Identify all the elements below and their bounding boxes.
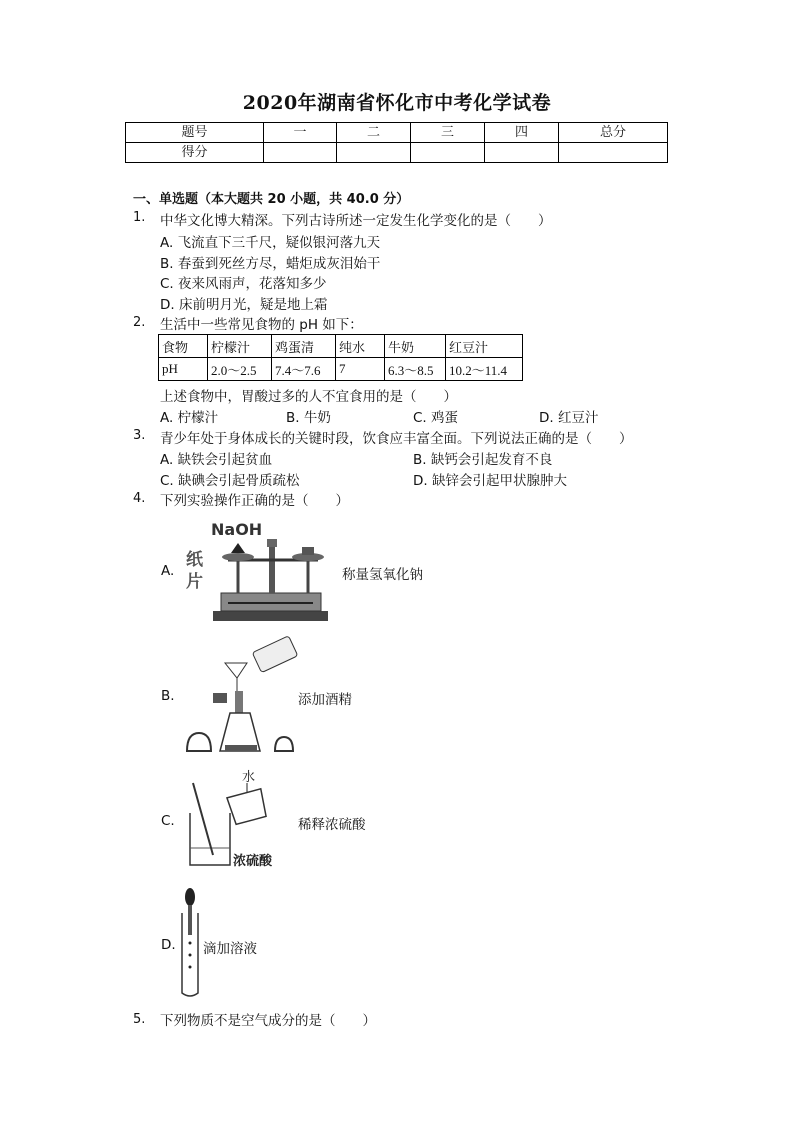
option-a-caption: 称量氢氧化钠 — [342, 567, 423, 583]
question-number: 4. — [133, 491, 146, 506]
section-heading: 一、单选题（本大题共 20 小题，共 40.0 分） — [133, 192, 410, 207]
question-number: 5. — [133, 1012, 146, 1027]
option-c-letter[interactable]: C. — [161, 813, 175, 829]
question-number: 2. — [133, 315, 146, 330]
option-b-caption: 添加酒精 — [298, 692, 352, 708]
acid-label: 浓硫酸 — [233, 854, 273, 869]
dilution-figure — [185, 763, 300, 873]
score-table-score-row — [126, 143, 668, 163]
score-header-cell: 三 — [411, 123, 485, 143]
score-cell[interactable] — [264, 143, 337, 163]
ph-cell: 6.3～8.5 — [385, 358, 446, 381]
option-c[interactable]: C. 缺碘会引起骨质疏松 — [160, 473, 300, 489]
score-table — [125, 122, 668, 163]
option-d-letter[interactable]: D. — [161, 937, 176, 953]
score-cell[interactable] — [411, 143, 485, 163]
option-c[interactable]: C. 鸡蛋 — [413, 410, 459, 426]
option-a[interactable]: A. 缺铁会引起贫血 — [160, 452, 273, 468]
option-a[interactable]: A. 飞流直下三千尺，疑似银河落九天 — [160, 235, 381, 251]
score-cell[interactable] — [559, 143, 668, 163]
water-label: 水 — [242, 770, 256, 785]
option-c[interactable]: C. 夜来风雨声，花落知多少 — [160, 276, 327, 292]
question-number: 1. — [133, 210, 146, 225]
question-text: 上述食物中，胃酸过多的人不宜食用的是（ ） — [160, 389, 457, 405]
score-cell[interactable] — [485, 143, 559, 163]
option-b-letter[interactable]: B. — [161, 688, 175, 704]
question-number: 3. — [133, 428, 146, 443]
ph-cell: 牛奶 — [385, 335, 446, 358]
dropper-figure — [175, 885, 205, 1000]
naoh-label: NaOH — [211, 520, 263, 539]
ph-table-row — [159, 335, 523, 358]
ph-cell: 7.4～7.6 — [272, 358, 336, 381]
ph-cell: pH — [159, 358, 208, 381]
ph-cell: 柠檬汁 — [208, 335, 272, 358]
ph-cell: 7 — [336, 358, 385, 381]
option-a[interactable]: A. 柠檬汁 — [160, 410, 219, 426]
question-stem: 中华文化博大精深。下列古诗所述一定发生化学变化的是（ ） — [160, 213, 552, 229]
score-table-header-row — [126, 123, 668, 143]
page-title: 2020年湖南省怀化市中考化学试卷 — [242, 92, 552, 114]
score-header-cell: 总分 — [559, 123, 668, 143]
score-cell[interactable] — [337, 143, 411, 163]
question-stem: 下列实验操作正确的是（ ） — [160, 493, 349, 509]
ph-cell: 食物 — [159, 335, 208, 358]
option-b[interactable]: B. 缺钙会引起发育不良 — [413, 452, 553, 468]
balance-figure — [183, 515, 343, 625]
paper-label-1: 纸 — [186, 550, 203, 570]
ph-table — [158, 334, 523, 381]
option-d-caption: 滴加溶液 — [203, 941, 257, 957]
option-d[interactable]: D. 红豆汁 — [539, 410, 599, 426]
option-b[interactable]: B. 春蚕到死丝方尽，蜡炬成灰泪始干 — [160, 256, 381, 272]
option-d[interactable]: D. 缺锌会引起甲状腺肿大 — [413, 473, 567, 489]
option-a-letter[interactable]: A. — [161, 563, 175, 579]
score-header-cell: 题号 — [126, 123, 264, 143]
ph-cell: 10.2～11.4 — [446, 358, 523, 381]
question-stem: 生活中一些常见食物的 pH 如下： — [160, 317, 363, 333]
score-header-cell: 一 — [264, 123, 337, 143]
ph-cell: 红豆汁 — [446, 335, 523, 358]
score-header-cell: 四 — [485, 123, 559, 143]
ph-cell: 纯水 — [336, 335, 385, 358]
score-row-label: 得分 — [126, 143, 264, 163]
question-stem: 下列物质不是空气成分的是（ ） — [160, 1013, 376, 1029]
ph-cell: 2.0～2.5 — [208, 358, 272, 381]
option-b[interactable]: B. 牛奶 — [286, 410, 331, 426]
ph-cell: 鸡蛋清 — [272, 335, 336, 358]
option-d[interactable]: D. 床前明月光，疑是地上霜 — [160, 297, 328, 313]
paper-label-2: 片 — [186, 572, 203, 592]
option-c-caption: 稀释浓硫酸 — [298, 817, 366, 833]
ph-table-row — [159, 358, 523, 381]
alcohol-lamp-figure — [185, 633, 300, 753]
question-stem: 青少年处于身体成长的关键时段，饮食应丰富全面。下列说法正确的是（ ） — [160, 431, 633, 447]
score-header-cell: 二 — [337, 123, 411, 143]
